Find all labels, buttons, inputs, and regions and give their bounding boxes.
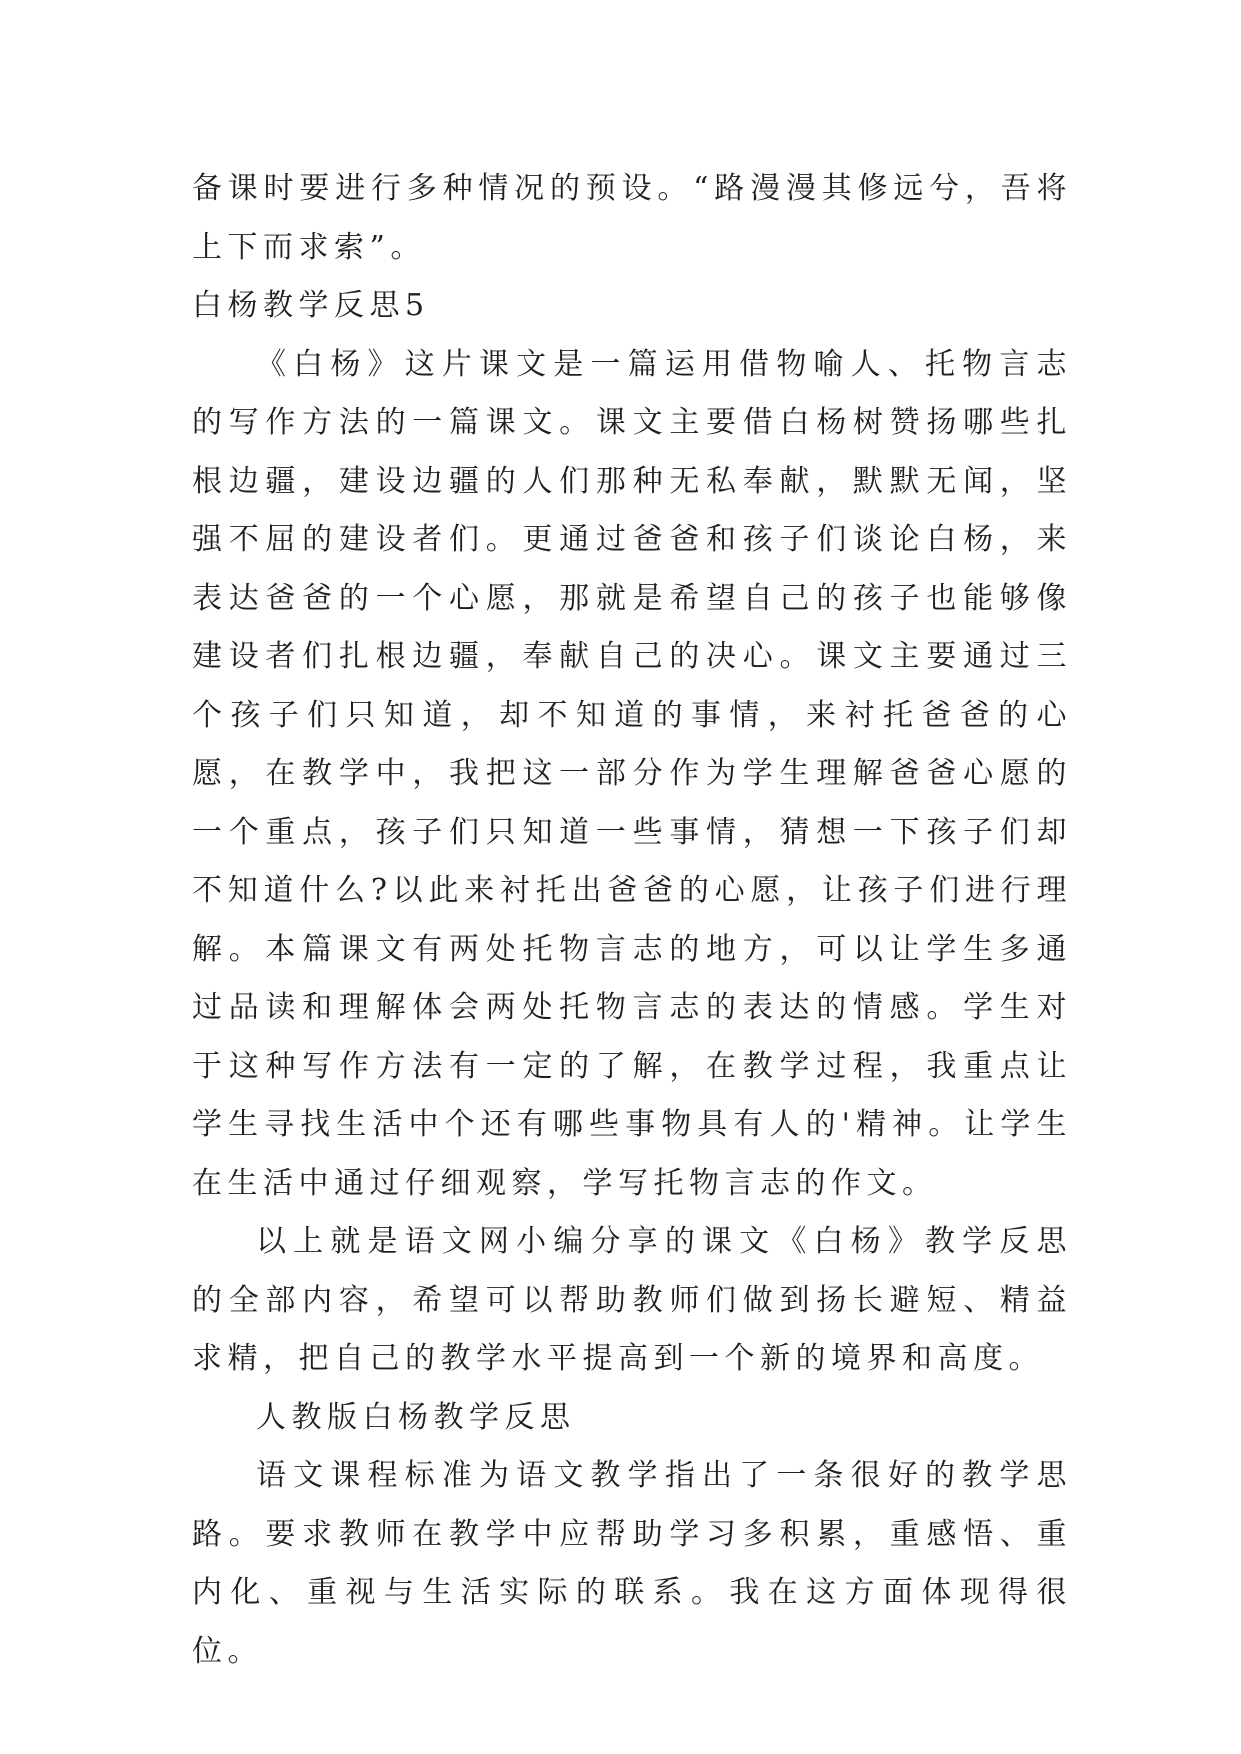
paragraph-baiyang-analysis: 《白杨》这片课文是一篇运用借物喻人、托物言志的写作方法的一篇课文。课文主要借白杨树赞扬哪些扎根边疆，建设边疆的人们那种无私奉献，默默无闻，坚强不屈的建设者们。更通过爸爸和孩子们谈论白杨，来表达爸爸的一个心愿，那就是希望自己的孩子也能够像建设者们扎根边疆，奉献自己的决心。课文主要通过三个孩子们只知道，却不知道的事情，来衬托爸爸的心愿，在教学中，我把这一部分作为学生理解爸爸心愿的一个重点，孩子们只知道一些事情，猜想一下孩子们却不知道什么?以此来衬托出爸爸的心愿，让孩子们进行理解。本篇课文有两处托物言志的地方，可以让学生多通过品读和理解体会两处托物言志的表达的情感。学生对于这种写作方法有一定的了解，在教学过程，我重点让学生寻找生活中个还有哪些事物具有人的'精神。让学生在生活中通过仔细观察，学写托物言志的作文。 <box>192 346 1072 1201</box>
paragraph-curriculum-standard: 语文课程标准为语文教学指出了一条很好的教学思路。要求教师在教学中应帮助学习多积累，重感悟、重内化、重视与生活实际的联系。我在这方面体现得很位。 <box>192 1458 1072 1669</box>
section-heading-renjiao: 人教版白杨教学反思 <box>256 1399 576 1435</box>
document-body <box>192 160 1072 1681</box>
paragraph-summary: 以上就是语文网小编分享的课文《白杨》教学反思的全部内容，希望可以帮助教师们做到扬长避短、精益求精，把自己的教学水平提高到一个新的境界和高度。 <box>192 1224 1072 1376</box>
paragraph-continuation: 备课时要进行多种情况的预设。“路漫漫其修远兮，吾将上下而求索”。 <box>192 171 1072 265</box>
section-heading-5: 白杨教学反思5 <box>192 288 430 323</box>
